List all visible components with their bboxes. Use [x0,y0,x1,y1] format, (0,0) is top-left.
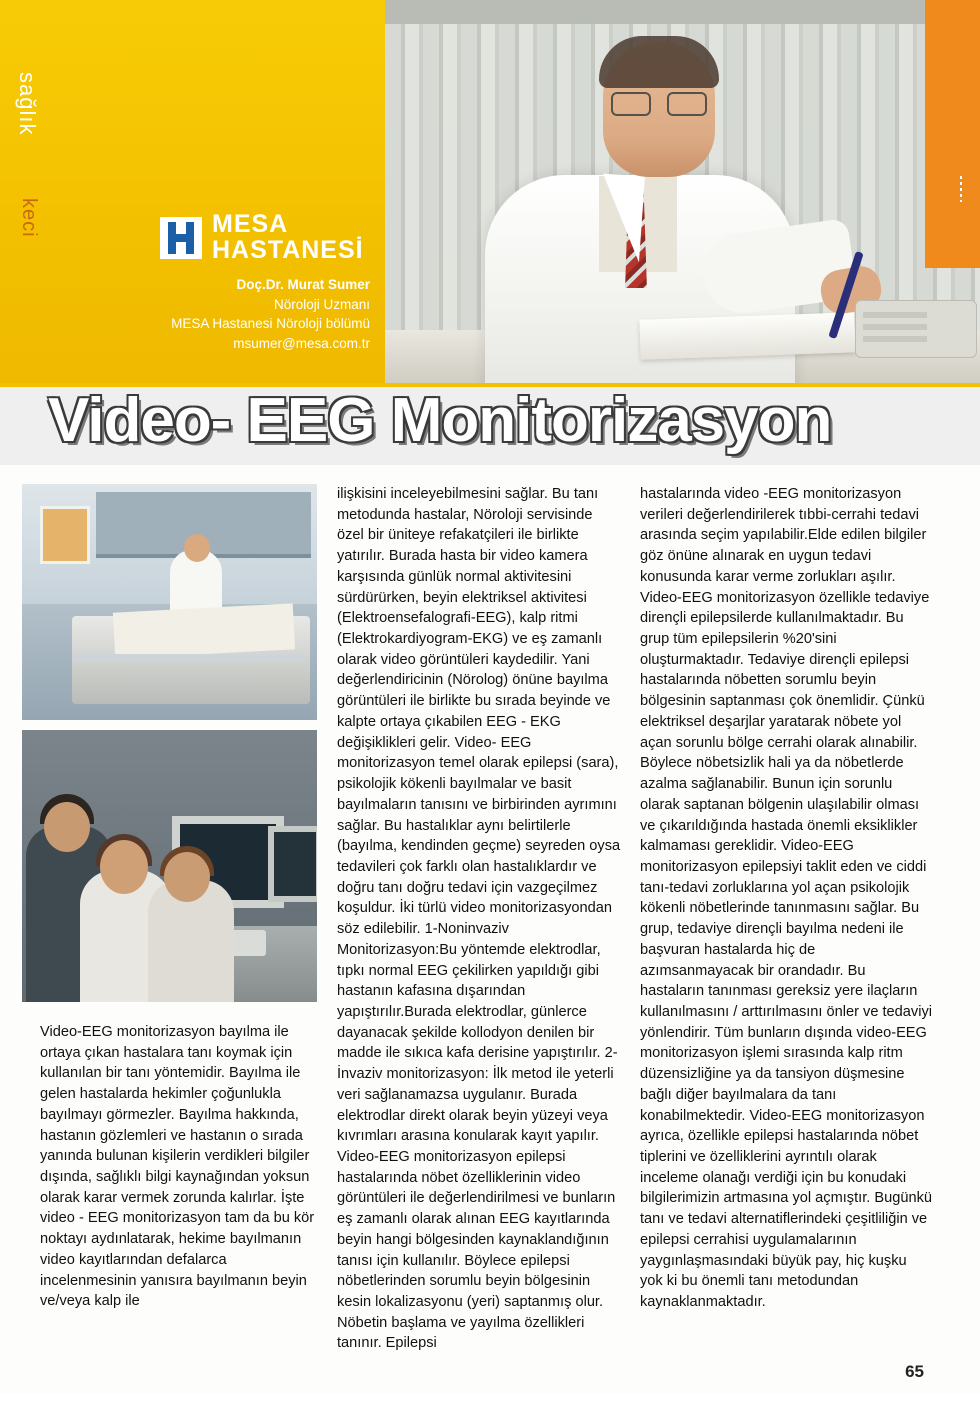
hospital-logo [160,212,375,353]
byline-title: Nöroloji Uzmanı [273,296,370,312]
column-right-text: hastalarında video -EEG monitorizasyon verileri değerlendirilerek tıbbi-cerrahi tedavi arasında seçim yapılabilir.Elde edilen bilgiler göz önüne alınarak en uygun tedavi konusunda karar verme zorlukları aşılır. Video-EEG monitorizasyon özellikle tedaviye dirençli epilepsilerde kullanılmaktadır. Bu grup tüm epilepsilerin %20'sini oluşturmaktadır. Tedaviye dirençli epilepsi hastalarında nöbetten sorumlu beyin bölgesinin saptanması çok önemlidir. Çünkü elektriksel deşarjlar yaratarak nöbete yol açan sorunlu bölge cerrahi olarak alınabilir. Böylece nöbetsizlik hali ya da nöbetlerde azalma sağlanabilir. Bunun için sorunlu olarak saptanan bölgenin ulaşılabilir olması ve çıkarıldığında hastada önemli eksiklikler kalmaması gereklidir. Video-EEG monitorizasyon epilepsiyi taklit eden ve ciddi tanı-tedavi zorluklarına yol açan psikolojik kökenli nöbetlerinde tanınmasını sağlar. Bu grup, tedaviye dirençli bayılma nedeni ile başvuran hastalarda hiç de azımsanmayacak bir orandadır. Bu hastaların tanınması gereksiz yere ilaçların kullanılmasını / arttırılmasını önler ve tedaviyi yönlendirir. Tüm bunların dışında video-EEG monitorizasyon işlemi sırasında kalp ritm düzensizliğine ya da tansiyon düşmesine bağlı diğer bayılmalara da tanı konabilmektedir. Video-EEG monitorizasyon ayrıca, özellikle epilepsi hastalarında nöbet tiplerini ve özelliklerini ayrıntılı olarak inceleme olanağı verdiği için bu konudaki bilgilerimizin artmasına yol açmıştır. Bugünkü tanı ve tedavi alternatiflerindeki çeşitliliğin ve epilepsi cerrahisi uygulamalarının yaygınlaşmasındaki büyük pay, hiç kuşku yok ki bu önemli tanı metodundan kaynaklanmaktadır. [640,486,932,1311]
page-number: 65 [905,1362,924,1381]
page-title: Video- EEG Monitorizasyon [48,386,832,455]
column-middle-text: ilişkisini inceleyebilmesini sağlar. Bu tanı metodunda hastalar, Nöroloji servisinde özel bir üniteye refakatçileri ile birlikte yatırılır. Burada hasta bir video kamera karşısında günlük normal aktivitesini sürdürürken, beyin elektriksel aktivitesi (Elektroensefalografi-EEG), kalp ritmi (Elektrokardiyogram-EKG) ve eş zamanlı olarak video görüntüleri kaydedilir. Yani değerlendiricinin (Nörolog) önüne bayılma görüntüleri ile birlikte bu sırada beyinde ve kalpte ortaya çıkabilen EEG - EKG değişiklikleri gelir. Video- EEG monitorizasyon temel olarak epilepsi (sara), psikolojik kökenli bayılmalar ve basit bayılmaların tanısını ve birbirinden ayrımını sağlar. Bu hastalıklar aynı belirtilerle (bayılma, kendinden geçme) seyreden oysa tedavileri çok farklı olan hastalıklardır ve doğru tanı doğru tedavi için vazgeçilmez koşuldur. İki türlü video monitorizasyondan söz edilebilir. 1-Noninvaziv Monitorizasyon:Bu yöntemde elektrodlar, tıpkı normal EEG çekilirken yapıldığı gibi hastanın kafasına dışarından yapıştırılır.Burada elektrodlar, günlerce dayanacak şekilde kollodyon denilen bir madde ile sıkıca kafa derisine yapıştırılır. 2- İnvaziv monitorizasyon: İlk metod ile yeterli veri sağlanamazsa uygulanır. Burada elektrodlar direkt olarak beyin yüzeyi veya kıvrımları arasına konularak kayıt yapılır. Video-EEG monitorizasyon epilepsi hastalarında nöbet özelliklerinin video görüntüleri ile değerlendirilmesi ve bunların eş zamanlı olarak alınan EEG kayıtlarında beyin hangi bölgesinden kaynaklandığının tanısı için kullanılır. Böylece epilepsi nöbetlerinden sorumlu beyin bölgesinin kesin lokalizasyonu (yeri) saptanmış olur. Nöbetin başlama ve yayılma özellikleri tanınır. Epilepsi [337,486,621,1352]
bed-sheet [113,603,295,658]
byline-department: MESA Hastanesi Nöroloji bölümü [171,316,370,332]
article-column-middle [337,484,622,1354]
strip-dots-decoration [960,176,962,202]
logo-text-line2: HASTANESİ [212,235,364,264]
bed-rail [74,654,306,662]
wall-picture [40,506,90,564]
byline-email: msumer@mesa.com.tr [233,335,370,351]
section-strip [925,0,980,268]
doctor-at-desk-photo [385,0,980,385]
person-1-head [44,802,90,852]
nurse-head [184,534,210,562]
doctor-collar [597,174,645,263]
open-book [639,312,855,359]
eeg-monitoring-station-photo [22,730,317,1002]
person-2-head [100,840,148,894]
monitor-screen-2 [268,826,317,902]
author-byline [160,275,370,353]
glasses-icon [611,92,707,114]
section-label-secondary: keci [18,198,40,238]
mesa-logo-bar [168,234,194,242]
person-3-head [164,852,210,902]
top-banner [0,0,980,385]
section-label: sağlık [15,72,40,136]
byline-name: Doç.Dr. Murat Sumer [236,277,370,292]
window-frame [385,0,980,24]
article-column-left [40,1022,320,1312]
column-left-text: Video-EEG monitorizasyon bayılma ile ortaya çıkan hastalara tanı koymak için kullanılan bir tanı yöntemidir. Bayılma ile gelen hastalarda hekimler çoğunlukla bayılmayı görmezler. Bayılma hakkında, hastanın gözlemleri ve hastanın o sırada yanında bulunan kişilerin verdikleri bilgiler dışında, sağlıklı bilgi kaynağından yoksun olarak karar vermek zorunda kalırlar. İşte video - EEG monitorizasyon tam da bu kör noktayı aydınlatarak, hekime bayılmanın video kayıtlarından defalarca incelenmesinin yanısıra bayılmanın beyin ve/veya kalp ile [40,1024,315,1310]
mesa-logo-mark [160,217,202,259]
doctor-hair [599,36,719,88]
logo-text-line1: MESA [212,210,289,238]
article-column-right [640,484,932,1313]
page-bottom-margin [0,1394,980,1410]
patient-room-photo [22,484,317,720]
phone-keypad [863,312,927,348]
